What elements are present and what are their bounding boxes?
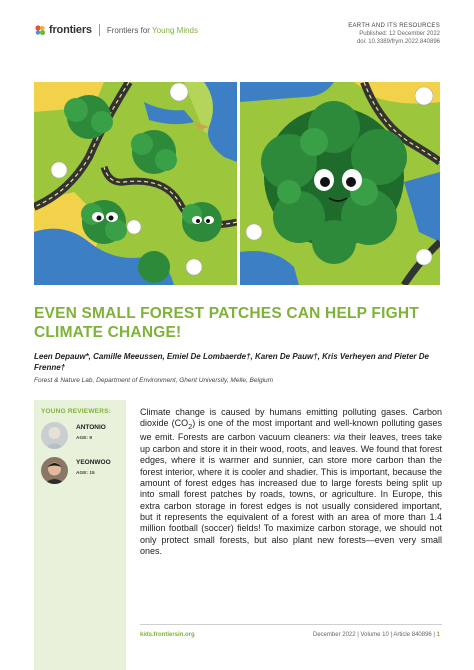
abstract-part: Climate change is caused by humans emitting polluting gases. Carbon dioxide (CO	[140, 407, 442, 429]
co2-subscript: 2	[188, 422, 193, 432]
logo-divider	[99, 24, 100, 36]
fragmented-forest-panel	[34, 82, 237, 285]
reviewer-card	[41, 422, 126, 452]
published-date: Published: 12 December 2022	[359, 31, 440, 37]
abstract-text	[140, 407, 442, 557]
avatar	[41, 422, 68, 449]
journal-name	[107, 26, 198, 35]
reviewers-heading: YOUNG REVIEWERS:	[41, 408, 112, 415]
journal-prefix: Frontiers for	[106, 25, 153, 35]
reviewer-name: ANTONIO	[76, 424, 106, 431]
forest-map-illustration	[34, 82, 440, 285]
brand-name: frontiers	[49, 24, 92, 36]
avatar	[41, 457, 68, 484]
reviewer-avatar-icon	[41, 422, 68, 449]
abstract-part: ) is one of the most important and well-known polluting gases we emit. Forests are carbon vacuum cleaners:	[140, 418, 442, 443]
section-label: EARTH AND ITS RESOURCES	[348, 23, 440, 29]
site-link[interactable]: kids.frontiersin.org	[140, 632, 195, 638]
issue-details: December 2022 | Volume 10 | Article 840896 |	[312, 632, 435, 638]
page-header	[34, 20, 440, 60]
reviewer-card	[41, 457, 126, 487]
frontiers-logo[interactable]	[34, 24, 198, 36]
reviewer-age: AGE: 15	[76, 471, 95, 476]
reviewer-avatar-icon	[41, 457, 68, 484]
article-meta	[348, 22, 440, 46]
reviewer-name: YEONWOO	[76, 459, 111, 466]
footer-divider	[140, 624, 442, 625]
abstract-emphasis: via	[333, 432, 346, 443]
author-list: Leen Depauw*, Camille Meeussen, Emiel De Lombaerde†, Karen De Pauw†, Kris Verheyen and Pieter De Frenne†	[34, 352, 429, 372]
hero-illustration	[34, 82, 440, 285]
reviewer-age: AGE: 9	[76, 436, 92, 441]
abstract-part: their leaves, trees take up carbon and store it in their wood, roots, and leaves. We found that forest edges, where it is warmer and sunnier, can store more carbon than the forest interior, where it is cooler and shadier. This is important, because the amount of forest edges has increased due to large forests being split up into small forest patches by roads, towns, or agriculture. In Europe, this extra carbon storage in forest edges is not usually considered important, but it represents the equivalent of a forest with an area of more than 1.4 million football (soccer) fields! To maximize carbon storage, we should not only protect small forests, but also plant new forests—even very small ones.	[140, 432, 442, 556]
frontiers-logo-icon	[34, 24, 46, 36]
journal-highlight: Young Minds	[152, 25, 198, 35]
article-title: EVEN SMALL FOREST PATCHES CAN HELP FIGHT CLIMATE CHANGE!	[34, 305, 419, 341]
large-forest-panel	[240, 82, 440, 285]
young-reviewers-panel	[34, 400, 126, 670]
doi-link[interactable]: doi: 10.3389/frym.2022.840896	[356, 39, 440, 45]
page-number: 1	[436, 632, 440, 638]
author-affiliation: Forest & Nature Lab, Department of Environment, Ghent University, Melle, Belgium	[34, 377, 274, 384]
issue-info	[313, 632, 440, 638]
